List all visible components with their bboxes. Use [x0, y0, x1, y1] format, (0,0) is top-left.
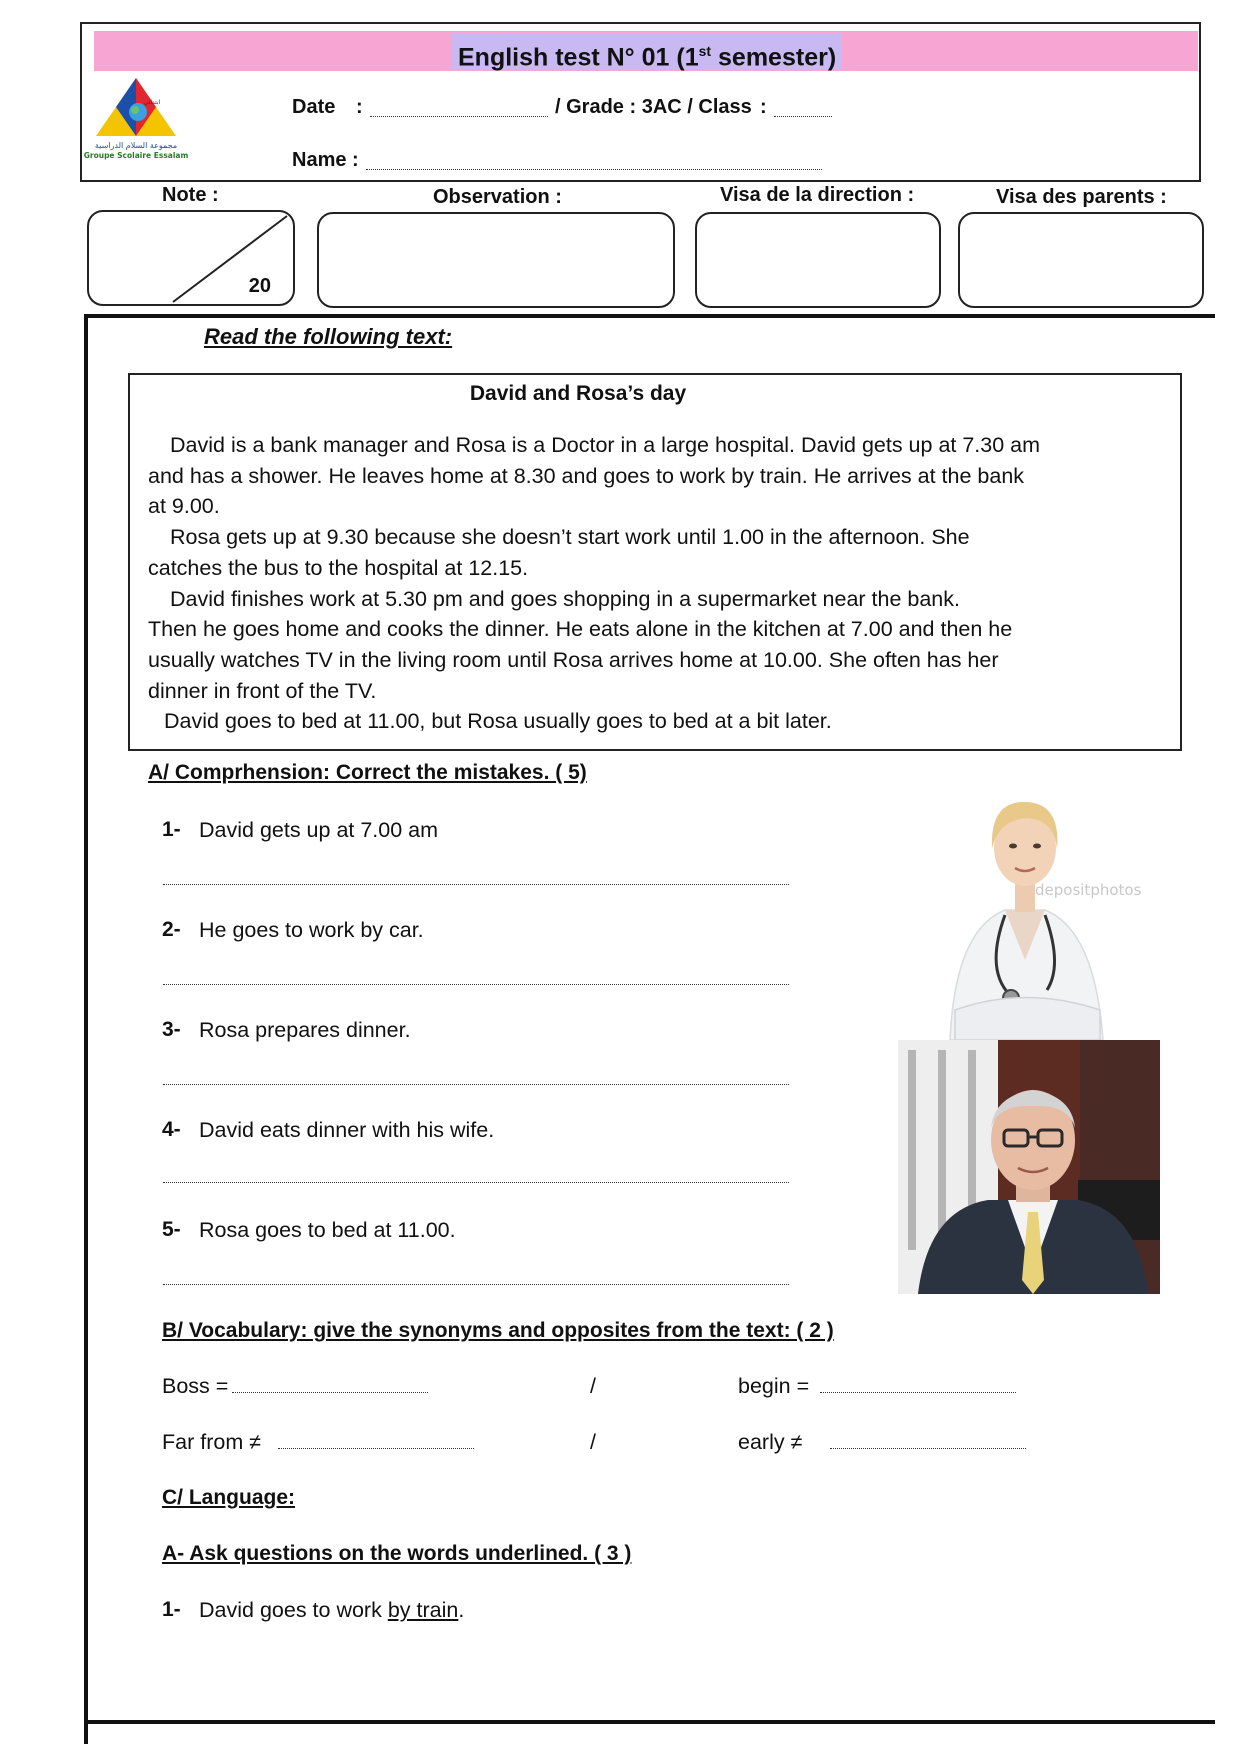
- image-watermark: depositphotos: [1035, 881, 1142, 899]
- logo-text-latin: Groupe Scolaire Essalam: [83, 151, 189, 160]
- question-number: 5-: [162, 1218, 181, 1241]
- vocab-begin-answer[interactable]: [820, 1392, 1016, 1393]
- language-subheading: A- Ask questions on the words underlined. ( 3 ): [162, 1542, 632, 1565]
- doctor-image: [935, 760, 1142, 1040]
- answer-line-3[interactable]: [163, 1084, 789, 1085]
- story-body: [148, 430, 1098, 737]
- visa-parents-label: Visa des parents :: [996, 186, 1167, 208]
- question-text: He goes to work by car.: [199, 918, 424, 942]
- story-line: and has a shower. He leaves home at 8.30 and goes to work by train. He arrives at the bank: [148, 463, 1025, 488]
- vocab-early-answer[interactable]: [830, 1448, 1026, 1449]
- note-box[interactable]: [87, 210, 295, 306]
- comprehension-heading: A/ Comprhension: Correct the mistakes. ( 5): [148, 761, 587, 784]
- test-title: English test N° 01 (1st semester): [452, 33, 842, 69]
- question-number: 2-: [162, 918, 181, 941]
- name-field[interactable]: [366, 157, 822, 170]
- answer-line-4[interactable]: [163, 1182, 789, 1183]
- question-number: 3-: [162, 1018, 181, 1041]
- class-field[interactable]: [774, 104, 832, 117]
- story-line: Then he goes home and cooks the dinner. He eats alone in the kitchen at 7.00 and then he: [148, 617, 1013, 642]
- underlined-words: by train: [387, 1598, 459, 1622]
- visa-direction-label: Visa de la direction :: [720, 184, 915, 206]
- question-number: 4-: [162, 1118, 181, 1141]
- frame-top-border: [84, 314, 1215, 318]
- story-line: catches the bus to the hospital at 12.15.: [148, 555, 529, 580]
- story-line: David goes to bed at 11.00, but Rosa usually goes to bed at a bit later.: [164, 709, 832, 734]
- story-line: usually watches TV in the living room until Rosa arrives home at 10.00. She often has her: [148, 647, 999, 672]
- language-item-number: 1-: [162, 1598, 181, 1621]
- story-line: Rosa gets up at 9.30 because she doesn’t start work until 1.00 in the afternoon. She: [170, 525, 970, 550]
- question-text: David gets up at 7.00 am: [199, 818, 439, 842]
- date-field[interactable]: [370, 104, 548, 117]
- vocabulary-heading: B/ Vocabulary: give the synonyms and opposites from the text: ( 2 ): [162, 1319, 834, 1342]
- visa-direction-box[interactable]: [695, 212, 941, 308]
- school-logo: [83, 74, 189, 166]
- vocab-slash: /: [590, 1374, 596, 1398]
- note-total: 20: [248, 275, 271, 297]
- language-item-text: David goes to work by train.: [199, 1598, 465, 1622]
- story-line: David is a bank manager and Rosa is a Doctor in a large hospital. David gets up at 7.30 am: [170, 433, 1041, 457]
- story-line: at 9.00.: [148, 494, 220, 519]
- date-label: Date: [292, 96, 336, 118]
- answer-line-2[interactable]: [163, 984, 789, 985]
- logo-small-text: ابتدائي: [143, 99, 161, 106]
- question-text: David eats dinner with his wife.: [199, 1118, 495, 1142]
- vocab-far-from-label: Far from ≠: [162, 1430, 261, 1454]
- story-line: dinner in front of the TV.: [148, 678, 377, 703]
- name-label: Name :: [292, 149, 359, 171]
- visa-parents-box[interactable]: [958, 212, 1204, 308]
- language-heading: C/ Language:: [162, 1486, 296, 1509]
- answer-line-5[interactable]: [163, 1284, 789, 1285]
- class-colon: :: [760, 96, 767, 118]
- date-colon: :: [356, 96, 363, 118]
- story-title: David and Rosa’s day: [469, 382, 687, 405]
- question-text: Rosa prepares dinner.: [199, 1018, 411, 1042]
- vocab-early-label: early ≠: [738, 1430, 803, 1454]
- reading-instruction: Read the following text:: [204, 324, 453, 349]
- vocab-begin-label: begin =: [738, 1374, 810, 1398]
- frame-left-border: [84, 316, 88, 1744]
- vocab-slash: /: [590, 1430, 596, 1454]
- manager-image: [898, 1040, 1160, 1294]
- grade-label: / Grade : 3AC / Class: [555, 96, 752, 118]
- vocab-far-from-answer[interactable]: [278, 1448, 474, 1449]
- story-line: David finishes work at 5.30 pm and goes shopping in a supermarket near the bank.: [170, 586, 960, 611]
- question-text: Rosa goes to bed at 11.00.: [199, 1218, 456, 1242]
- question-number: 1-: [162, 818, 181, 841]
- answer-line-1[interactable]: [163, 884, 789, 885]
- vocab-boss-answer[interactable]: [232, 1392, 428, 1393]
- observation-label: Observation :: [433, 186, 562, 208]
- note-label: Note :: [162, 184, 219, 206]
- logo-text-arabic: مجموعة السلام الدراسية: [94, 141, 178, 150]
- vocab-boss-label: Boss =: [162, 1374, 229, 1398]
- frame-bottom-border: [84, 1720, 1215, 1724]
- observation-box[interactable]: [317, 212, 675, 308]
